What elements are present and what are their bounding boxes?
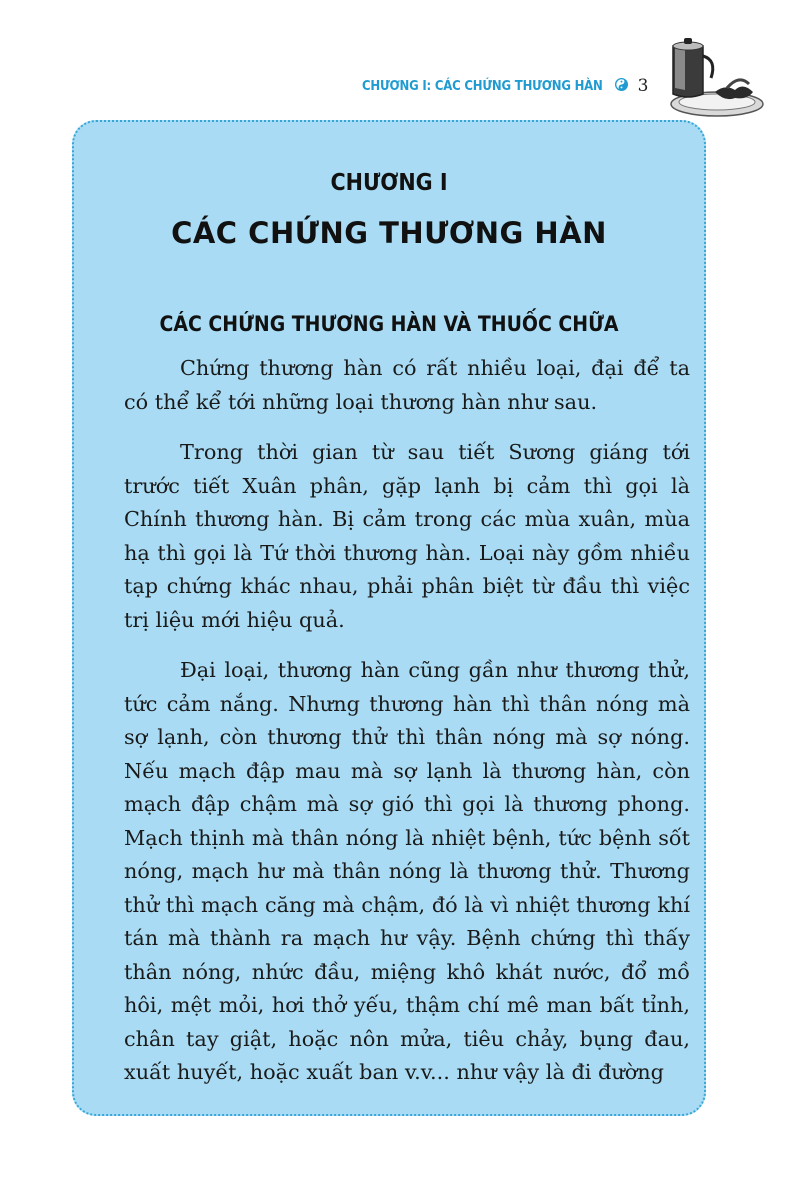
paragraph: Trong thời gian từ sau tiết Sương giáng tới trước tiết Xuân phân, gặp lạnh bị cảm thì gọi là Chính thương hàn. Bị cảm trong các mùa xuân, mùa hạ thì gọi là Tứ thời thương hàn. Loại này gồm nhiều tạp chứng khác nhau, phải phân biệt từ đầu thì việc trị liệu mới hiệu quả.: [124, 440, 690, 632]
herbal-teapot-illustration: [655, 34, 765, 120]
body-text: [124, 352, 690, 1107]
running-title: CHƯƠNG I: CÁC CHỨNG THƯƠNG HÀN: [362, 78, 603, 94]
paragraph: Chứng thương hàn có rất nhiều loại, đại để ta có thể kể tới những loại thương hàn như sau.: [124, 356, 690, 414]
chapter-number: CHƯƠNG I: [330, 170, 448, 196]
yin-yang-icon: [615, 78, 628, 95]
content-panel: [72, 120, 706, 1116]
running-header: [362, 76, 648, 96]
section-title: CÁC CHỨNG THƯƠNG HÀN VÀ THUỐC CHỮA: [159, 312, 619, 336]
chapter-title: CÁC CHỨNG THƯƠNG HÀN: [171, 216, 607, 250]
page-number: 3: [637, 76, 649, 96]
paragraph: Đại loại, thương hàn cũng gần như thương thử, tức cảm nắng. Nhưng thương hàn thì thân nóng mà sợ lạnh, còn thương thử thì thân nóng mà sợ nóng. Nếu mạch đập mau mà sợ lạnh là thương hàn, còn mạch đập chậm mà sợ gió thì gọi là thương phong. Mạch thịnh mà thân nóng là nhiệt bệnh, tức bệnh sốt nóng, mạch hư mà thân nóng là thương thử. Thương thử thì mạch căng mà chậm, đó là vì nhiệt thương khí tán mà thành ra mạch hư vậy. Bệnh chứng thì thấy thân nóng, nhức đầu, miệng khô khát nước, đổ mồ hôi, mệt mỏi, hơi thở yếu, thậm chí mê man bất tỉnh, chân tay giật, hoặc nôn mửa, tiêu chảy, bụng đau, xuất huyết, hoặc xuất ban v.v... như vậy là đi đường: [124, 658, 690, 1084]
